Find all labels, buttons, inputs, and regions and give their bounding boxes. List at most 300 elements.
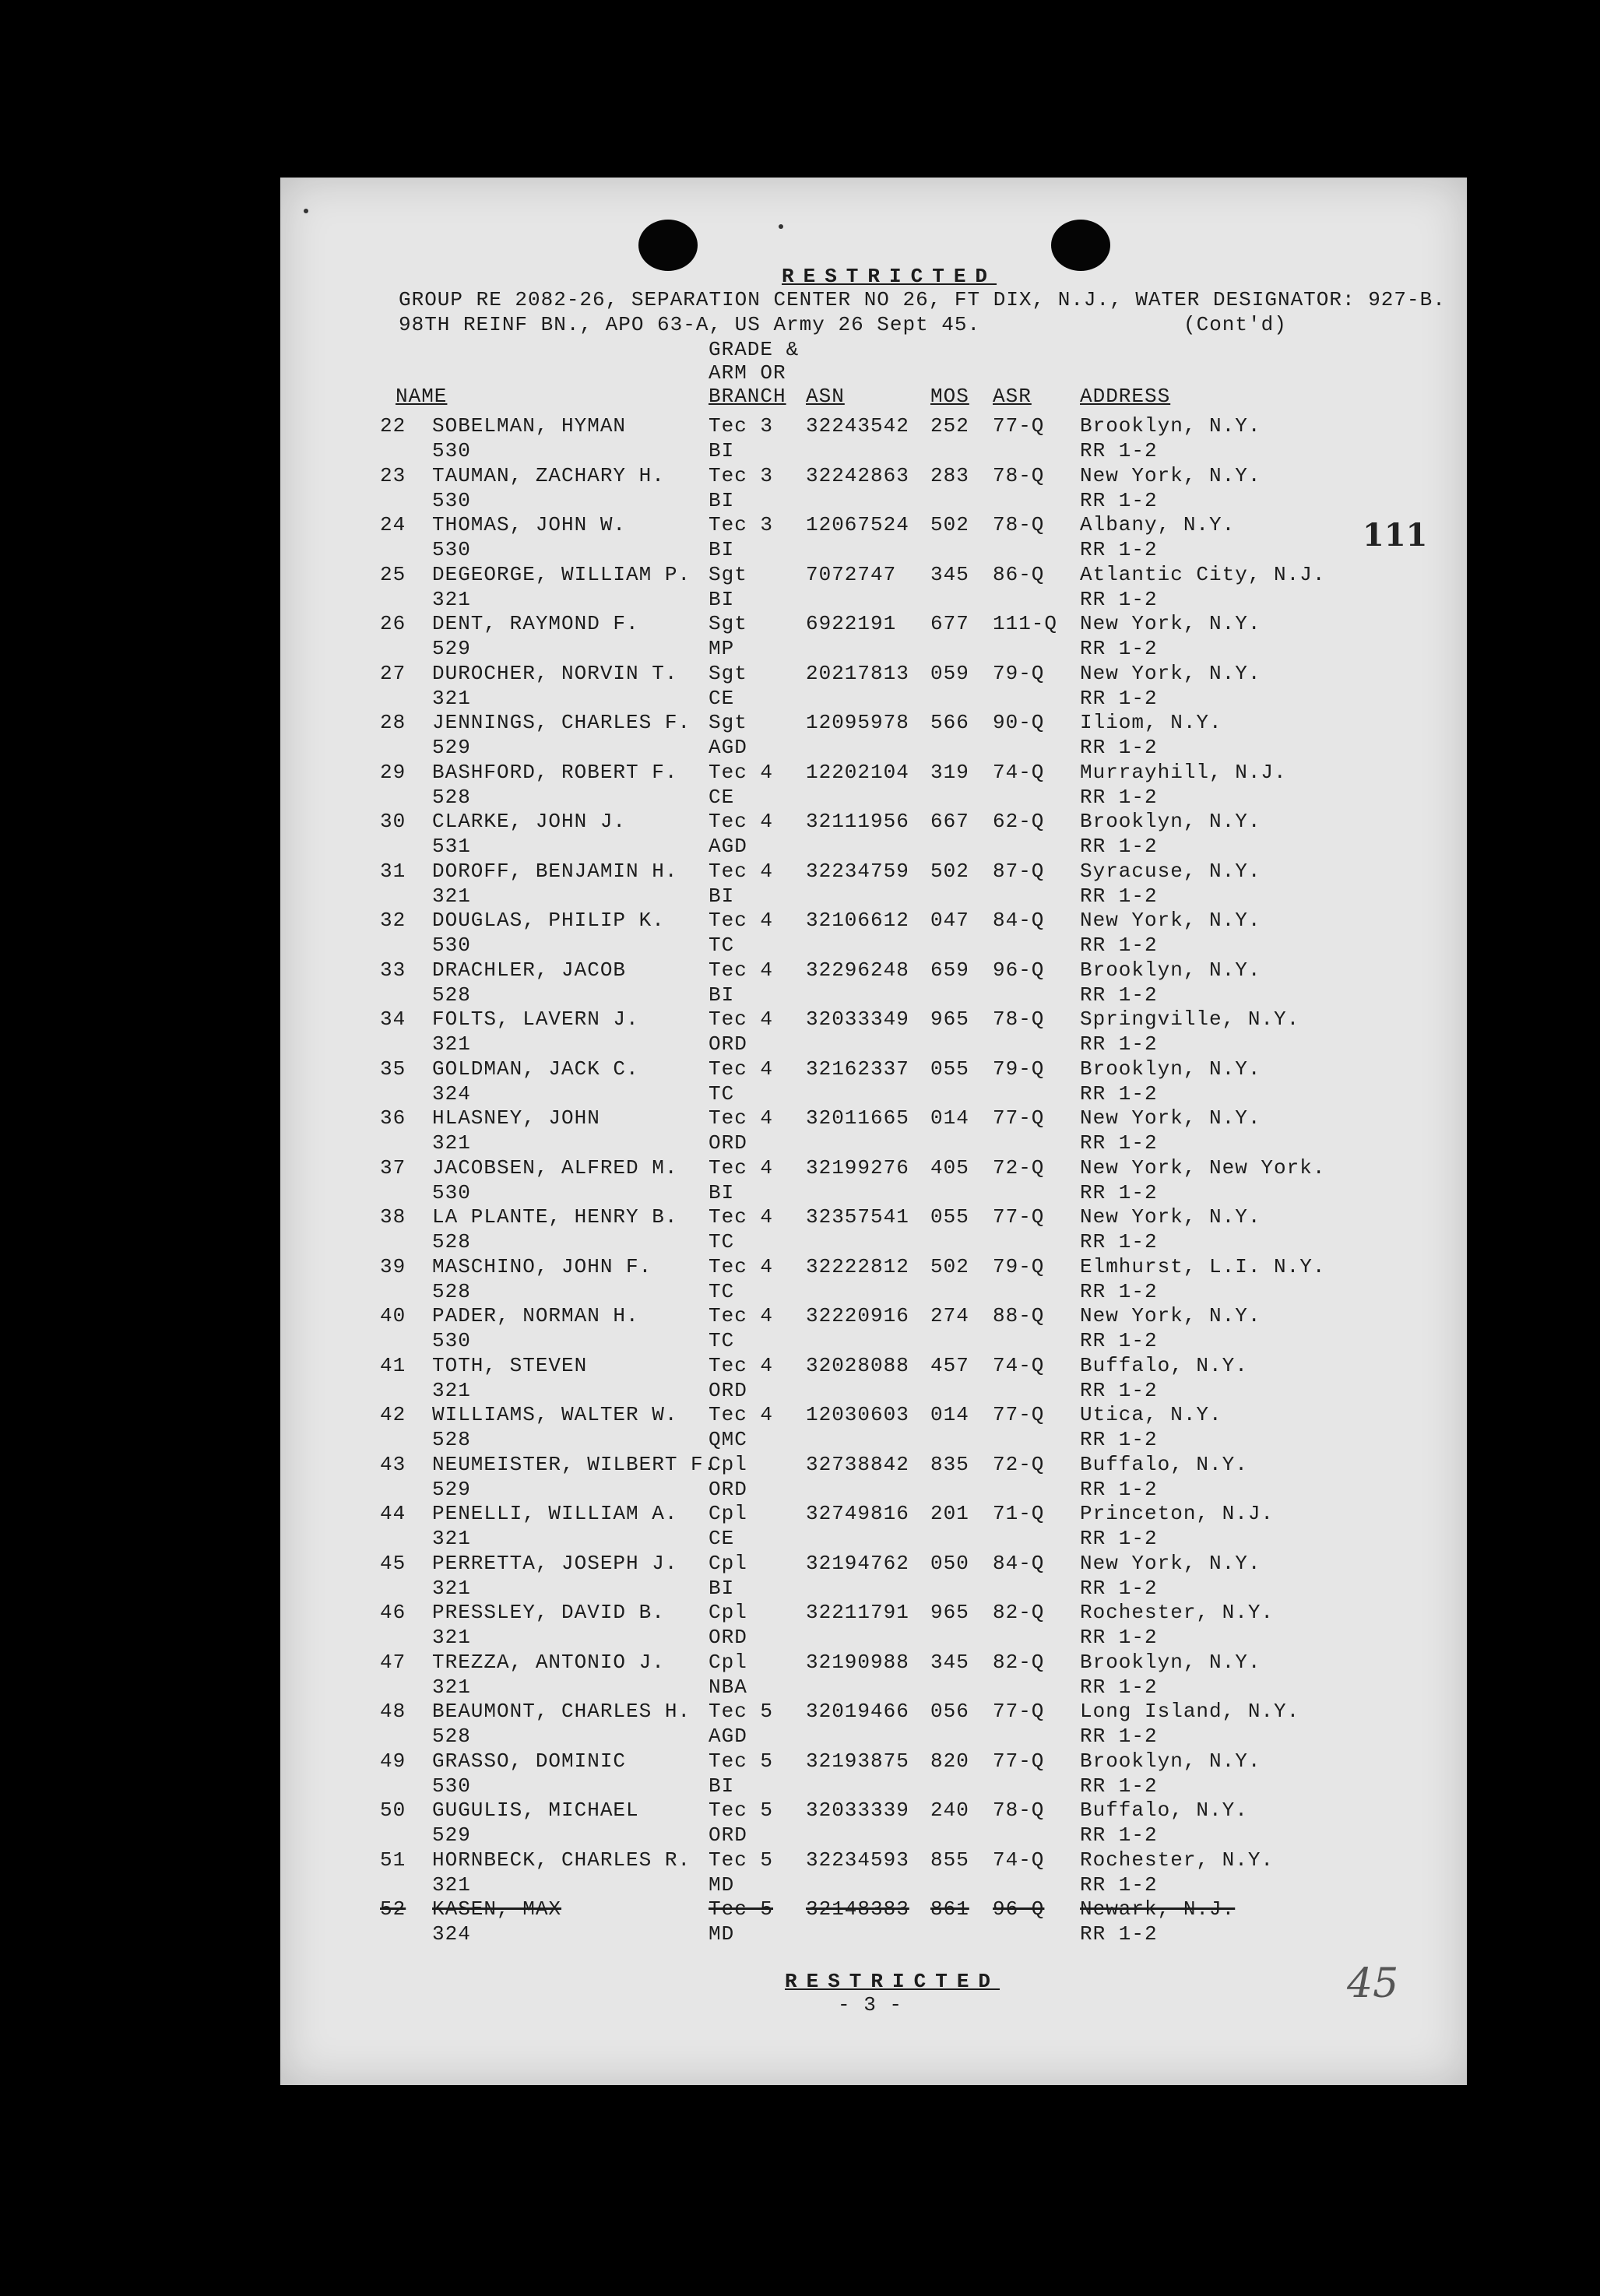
paper-speck	[304, 209, 308, 213]
asr: 78-Q	[993, 1007, 1045, 1031]
asr: 62-Q	[993, 810, 1045, 833]
rr-code: RR 1-2	[1080, 1675, 1158, 1699]
rr-code: RR 1-2	[1080, 488, 1158, 512]
asr: 88-Q	[993, 1304, 1045, 1327]
mos: 965	[930, 1601, 969, 1624]
row-number: 45	[380, 1551, 406, 1575]
rr-code: RR 1-2	[1080, 538, 1158, 561]
soldier-name: HLASNEY, JOHN	[432, 1106, 600, 1130]
asr: 77-Q	[993, 1205, 1045, 1229]
grade: Tec 4	[709, 1304, 774, 1327]
address: Rochester, N.Y.	[1080, 1601, 1275, 1624]
address: New York, N.Y.	[1080, 1304, 1261, 1327]
header-line-1: GROUP RE 2082-26, SEPARATION CENTER NO 26, FT DIX, N.J., WATER DESIGNATOR: 927-B.	[399, 288, 1446, 311]
asn: 32162337	[806, 1057, 909, 1081]
column-header-address: ADDRESS	[1080, 385, 1171, 408]
branch: CE	[709, 1527, 735, 1550]
asn: 32028088	[806, 1353, 909, 1377]
rr-code: RR 1-2	[1080, 1626, 1158, 1649]
asn: 32242863	[806, 463, 909, 487]
column-header-asr: ASR	[993, 385, 1032, 408]
soldier-name: TOTH, STEVEN	[432, 1353, 588, 1377]
address: Syracuse, N.Y.	[1080, 859, 1261, 883]
address: New York, N.Y.	[1080, 463, 1261, 487]
classification-header: RESTRICTED	[782, 265, 997, 288]
row-number: 37	[380, 1155, 406, 1180]
branch: BI	[709, 587, 735, 611]
address: Princeton, N.J.	[1080, 1502, 1275, 1525]
soldier-name: WILLIAMS, WALTER W.	[432, 1403, 678, 1426]
code: 321	[432, 587, 471, 611]
mos: 252	[930, 414, 969, 438]
soldier-name: NEUMEISTER, WILBERT F.	[432, 1452, 717, 1476]
address: New York, N.Y.	[1080, 612, 1261, 635]
asn: 32033339	[806, 1798, 909, 1822]
address: Brooklyn, N.Y.	[1080, 1057, 1261, 1081]
rr-code: RR 1-2	[1080, 736, 1158, 759]
column-header-name: NAME	[396, 385, 448, 408]
branch: NBA	[709, 1675, 747, 1699]
grade: Cpl	[709, 1601, 747, 1624]
rr-code: RR 1-2	[1080, 1527, 1158, 1550]
address: Brooklyn, N.Y.	[1080, 414, 1261, 438]
rr-code: RR 1-2	[1080, 1872, 1158, 1897]
branch: BI	[709, 538, 735, 561]
row-number: 51	[380, 1848, 406, 1872]
asr: 72-Q	[993, 1452, 1045, 1476]
address: New York, N.Y.	[1080, 909, 1261, 932]
address: Brooklyn, N.Y.	[1080, 958, 1261, 982]
row-number: 36	[380, 1106, 406, 1130]
branch: MD	[709, 1872, 735, 1897]
code: 530	[432, 488, 471, 512]
rr-code: RR 1-2	[1080, 587, 1158, 611]
address: Springville, N.Y.	[1080, 1007, 1300, 1031]
column-header-grade: GRADE &	[709, 338, 800, 361]
mos: 855	[930, 1848, 969, 1872]
mos: 201	[930, 1502, 969, 1525]
grade: Cpl	[709, 1650, 747, 1674]
branch: ORD	[709, 1626, 747, 1649]
code: 321	[432, 1576, 471, 1600]
soldier-name: BEAUMONT, CHARLES H.	[432, 1700, 691, 1723]
branch: CE	[709, 686, 735, 710]
soldier-name: PADER, NORMAN H.	[432, 1304, 639, 1327]
row-number: 44	[380, 1502, 406, 1525]
grade: Tec 4	[709, 1353, 774, 1377]
code: 528	[432, 1725, 471, 1748]
row-number: 48	[380, 1700, 406, 1723]
row-number: 28	[380, 711, 406, 734]
soldier-name: DOROFF, BENJAMIN H.	[432, 859, 678, 883]
asn: 12202104	[806, 760, 909, 784]
branch: ORD	[709, 1378, 747, 1402]
grade: Tec 4	[709, 1057, 774, 1081]
rr-code: RR 1-2	[1080, 1032, 1158, 1056]
column-header-asn: ASN	[806, 385, 845, 408]
rr-code: RR 1-2	[1080, 1823, 1158, 1847]
branch: AGD	[709, 1725, 747, 1748]
rr-code: RR 1-2	[1080, 785, 1158, 809]
margin-number: 111	[1363, 517, 1428, 554]
code: 528	[432, 1230, 471, 1253]
column-header-grade: ARM OR	[709, 361, 786, 385]
code: 531	[432, 835, 471, 858]
address: New York, N.Y.	[1080, 1106, 1261, 1130]
address: Utica, N.Y.	[1080, 1403, 1222, 1426]
soldier-name: PERRETTA, JOSEPH J.	[432, 1551, 678, 1575]
asn: 32243542	[806, 414, 909, 438]
row-number: 24	[380, 513, 406, 536]
grade: Tec 4	[709, 909, 774, 932]
mos: 566	[930, 711, 969, 734]
row-number: 52	[380, 1897, 406, 1921]
branch: ORD	[709, 1477, 747, 1501]
asn: 32296248	[806, 958, 909, 982]
asn: 32220916	[806, 1304, 909, 1327]
mos: 047	[930, 909, 969, 932]
row-number: 29	[380, 760, 406, 784]
soldier-name: GOLDMAN, JACK C.	[432, 1057, 639, 1081]
code: 530	[432, 1180, 471, 1204]
asr: 72-Q	[993, 1155, 1045, 1180]
grade: Tec 4	[709, 1007, 774, 1031]
mos: 055	[930, 1057, 969, 1081]
grade: Tec 5	[709, 1749, 774, 1773]
branch: AGD	[709, 736, 747, 759]
address: Brooklyn, N.Y.	[1080, 810, 1261, 833]
rr-code: RR 1-2	[1080, 1774, 1158, 1798]
rr-code: RR 1-2	[1080, 1922, 1158, 1946]
address: Albany, N.Y.	[1080, 513, 1236, 536]
branch: CE	[709, 785, 735, 809]
mos: 014	[930, 1403, 969, 1426]
code: 321	[432, 1527, 471, 1550]
rr-code: RR 1-2	[1080, 884, 1158, 908]
row-number: 38	[380, 1205, 406, 1229]
code: 530	[432, 934, 471, 957]
grade: Tec 4	[709, 1106, 774, 1130]
mos: 457	[930, 1353, 969, 1377]
soldier-name: SOBELMAN, HYMAN	[432, 414, 627, 438]
code: 324	[432, 1922, 471, 1946]
asn: 32211791	[806, 1601, 909, 1624]
soldier-name: HORNBECK, CHARLES R.	[432, 1848, 691, 1872]
grade: Tec 4	[709, 760, 774, 784]
code: 530	[432, 1329, 471, 1352]
mos: 056	[930, 1700, 969, 1723]
rr-code: RR 1-2	[1080, 1378, 1158, 1402]
soldier-name: DEGEORGE, WILLIAM P.	[432, 562, 691, 586]
branch: BI	[709, 1774, 735, 1798]
grade: Cpl	[709, 1452, 747, 1476]
row-number: 31	[380, 859, 406, 883]
asn: 32222812	[806, 1254, 909, 1278]
asr: 84-Q	[993, 909, 1045, 932]
asn: 7072747	[806, 562, 897, 586]
asr: 78-Q	[993, 1798, 1045, 1822]
row-number: 35	[380, 1057, 406, 1081]
code: 528	[432, 983, 471, 1007]
mos: 405	[930, 1155, 969, 1180]
asr: 77-Q	[993, 1403, 1045, 1426]
code: 530	[432, 538, 471, 561]
grade: Tec 5	[709, 1897, 774, 1921]
mos: 319	[930, 760, 969, 784]
address: Buffalo, N.Y.	[1080, 1798, 1248, 1822]
asn: 32357541	[806, 1205, 909, 1229]
code: 321	[432, 1032, 471, 1056]
grade: Sgt	[709, 562, 747, 586]
mos: 050	[930, 1551, 969, 1575]
row-number: 33	[380, 958, 406, 982]
row-number: 40	[380, 1304, 406, 1327]
branch: BI	[709, 1576, 735, 1600]
soldier-name: DUROCHER, NORVIN T.	[432, 661, 678, 685]
code: 321	[432, 884, 471, 908]
asn: 12030603	[806, 1403, 909, 1426]
code: 529	[432, 736, 471, 759]
asn: 12067524	[806, 513, 909, 536]
row-number: 30	[380, 810, 406, 833]
code: 529	[432, 1823, 471, 1847]
rr-code: RR 1-2	[1080, 637, 1158, 660]
address: Newark, N.J.	[1080, 1897, 1236, 1921]
punch-hole	[638, 220, 698, 271]
mos: 835	[930, 1452, 969, 1476]
paper-speck	[779, 224, 783, 229]
branch: ORD	[709, 1131, 747, 1155]
soldier-name: JACOBSEN, ALFRED M.	[432, 1155, 678, 1180]
grade: Tec 4	[709, 958, 774, 982]
asr: 77-Q	[993, 1106, 1045, 1130]
mos: 345	[930, 562, 969, 586]
address: Buffalo, N.Y.	[1080, 1353, 1248, 1377]
mos: 345	[930, 1650, 969, 1674]
mos: 059	[930, 661, 969, 685]
mos: 965	[930, 1007, 969, 1031]
soldier-name: JENNINGS, CHARLES F.	[432, 711, 691, 734]
asn: 32738842	[806, 1452, 909, 1476]
asr: 71-Q	[993, 1502, 1045, 1525]
row-number: 50	[380, 1798, 406, 1822]
asn: 20217813	[806, 661, 909, 685]
row-number: 26	[380, 612, 406, 635]
asr: 74-Q	[993, 1848, 1045, 1872]
grade: Tec 3	[709, 513, 774, 536]
grade: Sgt	[709, 612, 747, 635]
grade: Tec 4	[709, 1205, 774, 1229]
rr-code: RR 1-2	[1080, 1279, 1158, 1303]
asr: 96-Q	[993, 958, 1045, 982]
address: Brooklyn, N.Y.	[1080, 1749, 1261, 1773]
column-header-grade: BRANCH	[709, 385, 786, 408]
address: New York, N.Y.	[1080, 1551, 1261, 1575]
rr-code: RR 1-2	[1080, 1477, 1158, 1501]
asr: 78-Q	[993, 513, 1045, 536]
soldier-name: PENELLI, WILLIAM A.	[432, 1502, 678, 1525]
branch: TC	[709, 1279, 735, 1303]
branch: BI	[709, 1180, 735, 1204]
branch: TC	[709, 934, 735, 957]
mos: 014	[930, 1106, 969, 1130]
branch: ORD	[709, 1823, 747, 1847]
asr: 77-Q	[993, 414, 1045, 438]
soldier-name: GUGULIS, MICHAEL	[432, 1798, 639, 1822]
asr: 111-Q	[993, 612, 1058, 635]
branch: BI	[709, 439, 735, 462]
grade: Sgt	[709, 661, 747, 685]
grade: Tec 5	[709, 1798, 774, 1822]
column-header-mos: MOS	[930, 385, 969, 408]
asr: 79-Q	[993, 661, 1045, 685]
address: New York, New York.	[1080, 1155, 1326, 1180]
asr: 84-Q	[993, 1551, 1045, 1575]
code: 529	[432, 637, 471, 660]
address: Buffalo, N.Y.	[1080, 1452, 1248, 1476]
soldier-name: KASEN, MAX	[432, 1897, 562, 1921]
asr: 87-Q	[993, 859, 1045, 883]
branch: ORD	[709, 1032, 747, 1056]
asn: 32011665	[806, 1106, 909, 1130]
asr: 74-Q	[993, 760, 1045, 784]
code: 529	[432, 1477, 471, 1501]
branch: AGD	[709, 835, 747, 858]
soldier-name: THOMAS, JOHN W.	[432, 513, 627, 536]
page-number: - 3 -	[838, 1993, 903, 2016]
mos: 055	[930, 1205, 969, 1229]
rr-code: RR 1-2	[1080, 983, 1158, 1007]
grade: Cpl	[709, 1551, 747, 1575]
soldier-name: TAUMAN, ZACHARY H.	[432, 463, 665, 487]
rr-code: RR 1-2	[1080, 1180, 1158, 1204]
mos: 677	[930, 612, 969, 635]
asn: 32106612	[806, 909, 909, 932]
mos: 502	[930, 859, 969, 883]
branch: QMC	[709, 1428, 747, 1451]
row-number: 22	[380, 414, 406, 438]
soldier-name: LA PLANTE, HENRY B.	[432, 1205, 678, 1229]
address: Atlantic City, N.J.	[1080, 562, 1326, 586]
rr-code: RR 1-2	[1080, 1131, 1158, 1155]
grade: Tec 4	[709, 1155, 774, 1180]
asn: 6922191	[806, 612, 897, 635]
row-number: 27	[380, 661, 406, 685]
address: Elmhurst, L.I. N.Y.	[1080, 1254, 1326, 1278]
row-number: 32	[380, 909, 406, 932]
rr-code: RR 1-2	[1080, 835, 1158, 858]
grade: Tec 4	[709, 810, 774, 833]
grade: Tec 4	[709, 1403, 774, 1426]
asn: 32194762	[806, 1551, 909, 1575]
grade: Tec 4	[709, 1254, 774, 1278]
row-number: 25	[380, 562, 406, 586]
asr: 90-Q	[993, 711, 1045, 734]
code: 321	[432, 1131, 471, 1155]
code: 321	[432, 1378, 471, 1402]
asn: 32234759	[806, 859, 909, 883]
code: 321	[432, 1675, 471, 1699]
address: Iliom, N.Y.	[1080, 711, 1222, 734]
asr: 86-Q	[993, 562, 1045, 586]
address: Brooklyn, N.Y.	[1080, 1650, 1261, 1674]
grade: Tec 4	[709, 859, 774, 883]
grade: Tec 3	[709, 414, 774, 438]
asr: 79-Q	[993, 1254, 1045, 1278]
mos: 240	[930, 1798, 969, 1822]
code: 324	[432, 1081, 471, 1106]
rr-code: RR 1-2	[1080, 439, 1158, 462]
code: 528	[432, 1279, 471, 1303]
asn: 32190988	[806, 1650, 909, 1674]
row-number: 43	[380, 1452, 406, 1476]
branch: MD	[709, 1922, 735, 1946]
rr-code: RR 1-2	[1080, 934, 1158, 957]
asr: 82-Q	[993, 1650, 1045, 1674]
soldier-name: BASHFORD, ROBERT F.	[432, 760, 678, 784]
asr: 77-Q	[993, 1749, 1045, 1773]
address: New York, N.Y.	[1080, 1205, 1261, 1229]
punch-hole	[1051, 220, 1110, 271]
address: New York, N.Y.	[1080, 661, 1261, 685]
document-page	[280, 178, 1467, 2085]
grade: Tec 5	[709, 1848, 774, 1872]
header-line-2: 98TH REINF BN., APO 63-A, US Army 26 Sept 45.	[399, 313, 981, 336]
row-number: 34	[380, 1007, 406, 1031]
grade: Tec 5	[709, 1700, 774, 1723]
row-number: 46	[380, 1601, 406, 1624]
mos: 274	[930, 1304, 969, 1327]
mos: 820	[930, 1749, 969, 1773]
code: 530	[432, 1774, 471, 1798]
branch: BI	[709, 884, 735, 908]
asn: 12095978	[806, 711, 909, 734]
mos: 659	[930, 958, 969, 982]
rr-code: RR 1-2	[1080, 1230, 1158, 1253]
mos: 667	[930, 810, 969, 833]
address: Murrayhill, N.J.	[1080, 760, 1287, 784]
branch: TC	[709, 1081, 735, 1106]
code: 321	[432, 686, 471, 710]
soldier-name: PRESSLEY, DAVID B.	[432, 1601, 665, 1624]
row-number: 47	[380, 1650, 406, 1674]
row-number: 41	[380, 1353, 406, 1377]
asn: 32111956	[806, 810, 909, 833]
asn: 32148383	[806, 1897, 909, 1921]
branch: BI	[709, 983, 735, 1007]
soldier-name: DENT, RAYMOND F.	[432, 612, 639, 635]
soldier-name: CLARKE, JOHN J.	[432, 810, 627, 833]
asr: 96-Q	[993, 1897, 1045, 1921]
soldier-name: DRACHLER, JACOB	[432, 958, 627, 982]
classification-footer: RESTRICTED	[785, 1970, 1000, 1993]
branch: TC	[709, 1329, 735, 1352]
asr: 82-Q	[993, 1601, 1045, 1624]
address: Long Island, N.Y.	[1080, 1700, 1300, 1723]
soldier-name: FOLTS, LAVERN J.	[432, 1007, 639, 1031]
contd-label: (Cont'd)	[1183, 313, 1287, 336]
code: 528	[432, 1428, 471, 1451]
mos: 502	[930, 513, 969, 536]
asn: 32019466	[806, 1700, 909, 1723]
row-number: 49	[380, 1749, 406, 1773]
soldier-name: TREZZA, ANTONIO J.	[432, 1650, 665, 1674]
branch: MP	[709, 637, 735, 660]
row-number: 39	[380, 1254, 406, 1278]
asr: 78-Q	[993, 463, 1045, 487]
mos: 861	[930, 1897, 969, 1921]
asn: 32033349	[806, 1007, 909, 1031]
